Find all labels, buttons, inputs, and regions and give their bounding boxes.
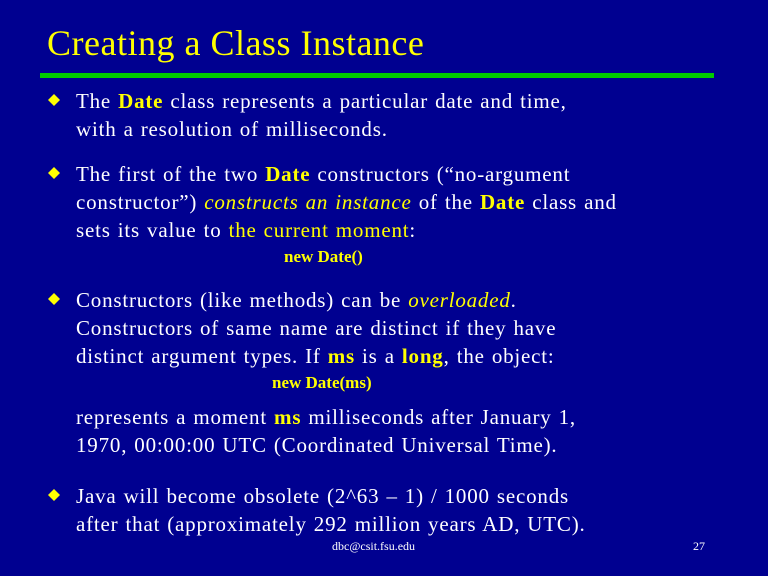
- text-run: is a: [355, 344, 402, 368]
- text-run: Java will become obsolete (2^63 – 1) / 1000 seconds: [76, 484, 569, 508]
- text-run: ms: [327, 344, 355, 368]
- text-run: Constructors of same name are distinct if they have: [76, 316, 557, 340]
- bullet-1-text: [76, 87, 567, 143]
- text-run: constructors (“no-argument: [310, 162, 571, 186]
- text-run: long: [401, 344, 444, 368]
- text-line: [76, 342, 556, 370]
- bullet-2-code: new Date(): [284, 247, 363, 266]
- footer-email: dbc@csit.fsu.edu: [332, 539, 416, 553]
- text-run: constructs an instance: [204, 190, 412, 214]
- bullet-3-code: new Date(ms): [272, 373, 372, 392]
- text-run: The: [76, 89, 119, 113]
- text-line: [76, 87, 567, 115]
- text-run: with a resolution of milliseconds.: [76, 117, 388, 141]
- text-run: Constructors (like methods) can be: [76, 288, 409, 312]
- bullet-3-text: [76, 286, 556, 370]
- text-run: Date: [118, 89, 164, 113]
- text-run: constructor”): [76, 190, 205, 214]
- bullet-4-diamond-icon: [48, 489, 60, 501]
- text-run: overloaded: [408, 288, 511, 312]
- text-run: after that (approximately 292 million years AD, UTC).: [76, 512, 586, 536]
- text-line: [76, 188, 617, 216]
- bullet-4-text: [76, 482, 586, 538]
- text-run: .: [510, 288, 517, 312]
- text-run: 1970, 00:00:00 UTC (Coordinated Universal Time).: [76, 433, 558, 457]
- bullet-2-diamond-icon: [48, 167, 60, 179]
- text-line: [76, 160, 617, 188]
- text-run: class and: [525, 190, 617, 214]
- text-line: [76, 510, 586, 538]
- text-run: milliseconds after January 1,: [301, 405, 576, 429]
- text-run: The first of the two: [76, 162, 266, 186]
- text-line: [76, 286, 556, 314]
- text-run: represents a moment: [76, 405, 275, 429]
- bullet-3-continuation: [76, 403, 576, 459]
- text-run: :: [409, 218, 417, 242]
- text-run: of the: [411, 190, 480, 214]
- page-number: 27: [693, 539, 705, 553]
- bullet-1-diamond-icon: [48, 94, 60, 106]
- text-line: [76, 482, 586, 510]
- bullet-3-diamond-icon: [48, 293, 60, 305]
- bullet-2-text: [76, 160, 617, 244]
- text-line: [76, 403, 576, 431]
- text-run: the current moment: [228, 218, 410, 242]
- text-run: Date: [265, 162, 311, 186]
- slide-title: Creating a Class Instance: [47, 23, 425, 63]
- text-run: distinct argument types. If: [76, 344, 328, 368]
- text-run: sets its value to: [76, 218, 229, 242]
- text-line: [76, 216, 617, 244]
- text-line: [76, 431, 576, 459]
- text-run: , the object:: [443, 344, 555, 368]
- text-line: [76, 115, 567, 143]
- title-rule: [40, 73, 714, 78]
- text-run: class represents a particular date and time,: [163, 89, 567, 113]
- text-line: [76, 314, 556, 342]
- text-run: ms: [274, 405, 302, 429]
- text-run: Date: [479, 190, 526, 214]
